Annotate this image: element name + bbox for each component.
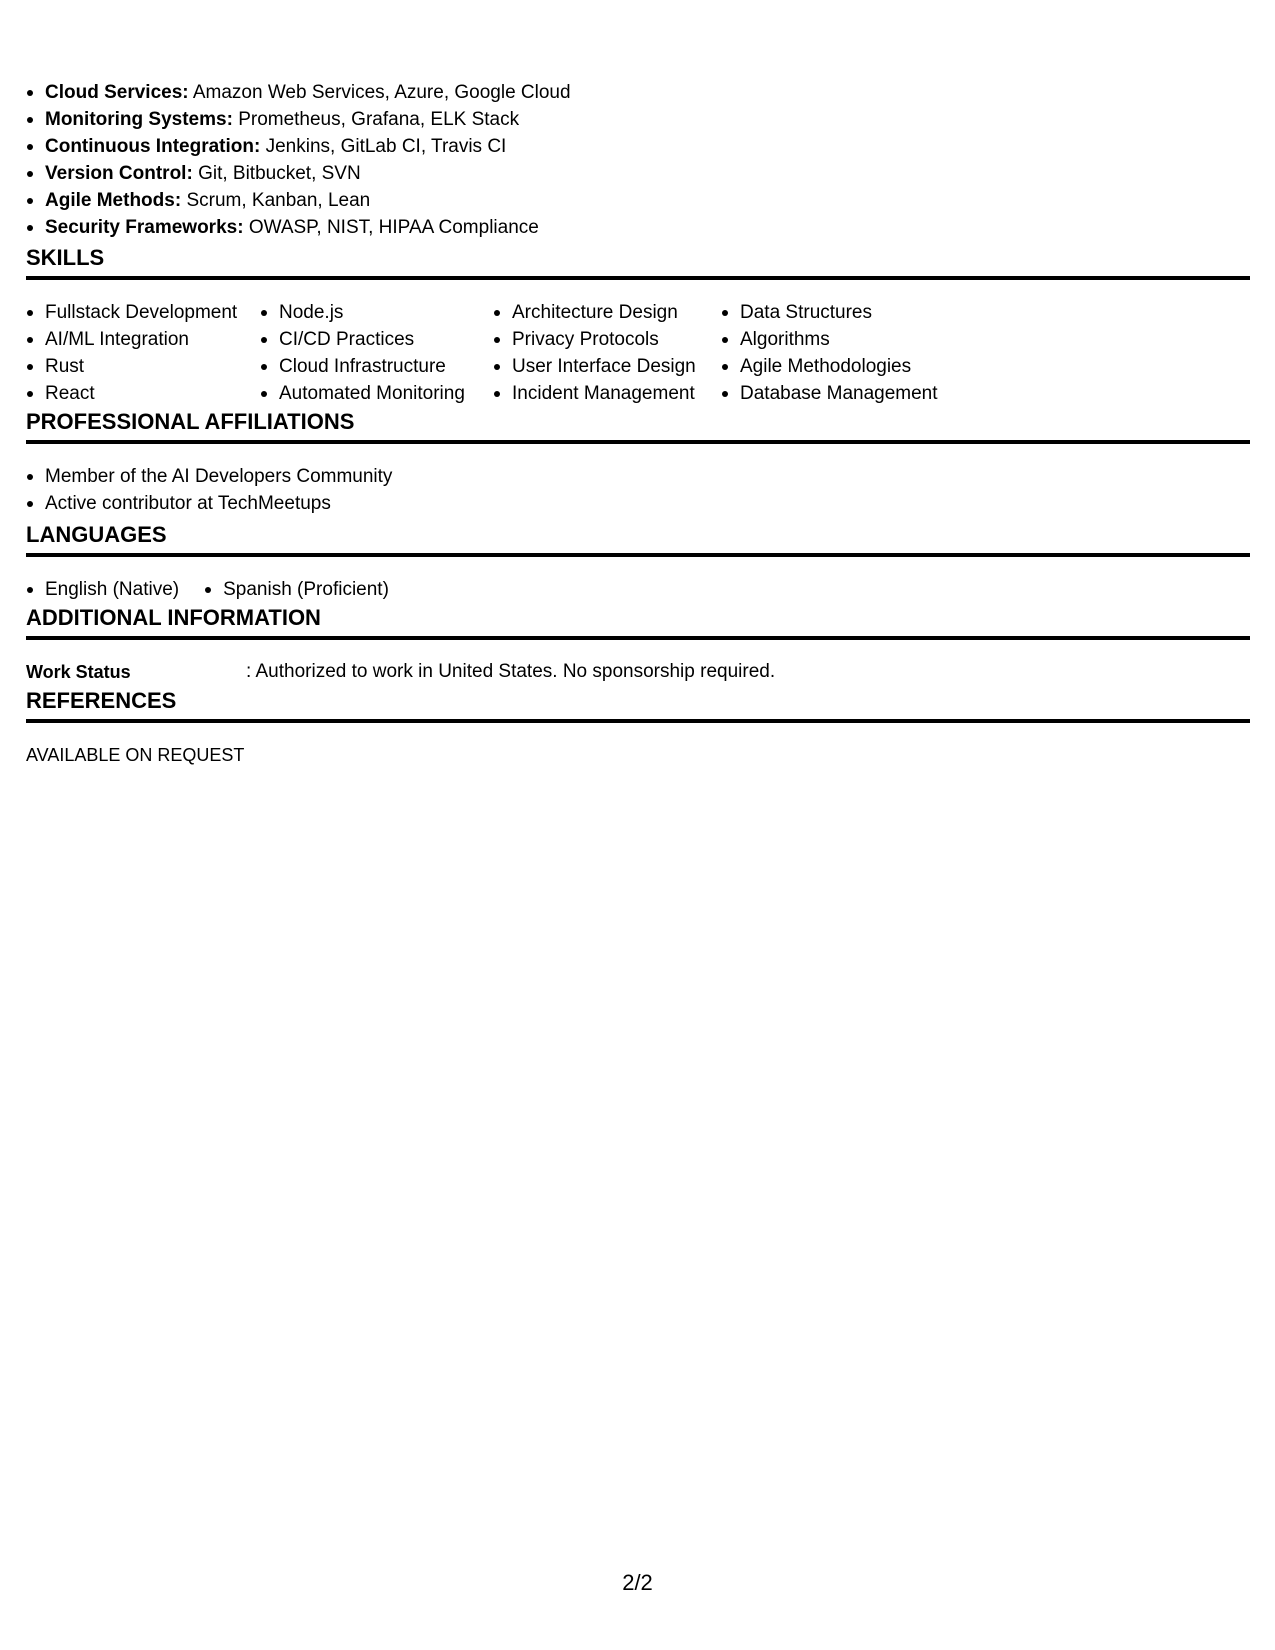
- skills-column: [26, 299, 260, 407]
- affiliations-heading: PROFESSIONAL AFFILIATIONS: [26, 409, 1250, 444]
- item-label: Version Control:: [45, 163, 193, 184]
- skill-item: Privacy Protocols: [493, 326, 721, 353]
- language-item: Spanish (Proficient): [204, 576, 389, 603]
- references-heading: REFERENCES: [26, 688, 1250, 723]
- item-value: Scrum, Kanban, Lean: [186, 190, 371, 211]
- skill-item: Node.js: [260, 299, 493, 326]
- language-item: English (Native): [26, 576, 179, 603]
- skill-item: Fullstack Development: [26, 299, 260, 326]
- languages-heading: LANGUAGES: [26, 522, 1250, 557]
- list-item: [26, 214, 571, 241]
- item-label: Security Frameworks:: [45, 217, 244, 238]
- page-number: 2/2: [622, 1570, 653, 1595]
- skill-item: Database Management: [721, 380, 981, 407]
- item-label: Cloud Services:: [45, 82, 189, 103]
- skill-item: CI/CD Practices: [260, 326, 493, 353]
- skill-item: Incident Management: [493, 380, 721, 407]
- list-item: [26, 187, 571, 214]
- additional-info-heading: ADDITIONAL INFORMATION: [26, 605, 1250, 640]
- skill-item: React: [26, 380, 260, 407]
- technical-tools-list: [26, 79, 571, 241]
- item-value: Amazon Web Services, Azure, Google Cloud: [192, 82, 571, 103]
- skills-heading: SKILLS: [26, 245, 1250, 280]
- list-item: Active contributor at TechMeetups: [26, 490, 392, 517]
- list-item: Member of the AI Developers Community: [26, 463, 392, 490]
- list-item: [26, 133, 571, 160]
- skills-grid: [26, 299, 981, 407]
- skills-column: [493, 299, 721, 407]
- skill-item: Agile Methodologies: [721, 353, 981, 380]
- item-value: Git, Bitbucket, SVN: [198, 163, 361, 184]
- item-label: Monitoring Systems:: [45, 109, 233, 130]
- affiliations-list: [26, 463, 392, 517]
- list-item: [26, 106, 571, 133]
- item-label: Agile Methods:: [45, 190, 182, 211]
- item-value: Prometheus, Grafana, ELK Stack: [238, 109, 520, 130]
- languages-list: [26, 576, 389, 603]
- list-item: [26, 160, 571, 187]
- list-item: [26, 79, 571, 106]
- skill-item: AI/ML Integration: [26, 326, 260, 353]
- skill-item: Cloud Infrastructure: [260, 353, 493, 380]
- item-value: OWASP, NIST, HIPAA Compliance: [248, 217, 539, 238]
- skill-item: Rust: [26, 353, 260, 380]
- references-text: AVAILABLE ON REQUEST: [26, 745, 245, 765]
- work-status-value: : Authorized to work in United States. No sponsorship required.: [246, 661, 776, 682]
- work-status-label: Work Status: [26, 662, 131, 682]
- skills-column: [260, 299, 493, 407]
- skill-item: Architecture Design: [493, 299, 721, 326]
- item-label: Continuous Integration:: [45, 136, 261, 157]
- skill-item: Data Structures: [721, 299, 981, 326]
- item-value: Jenkins, GitLab CI, Travis CI: [265, 136, 507, 157]
- skills-column: [721, 299, 981, 407]
- skill-item: Algorithms: [721, 326, 981, 353]
- skill-item: User Interface Design: [493, 353, 721, 380]
- skill-item: Automated Monitoring: [260, 380, 493, 407]
